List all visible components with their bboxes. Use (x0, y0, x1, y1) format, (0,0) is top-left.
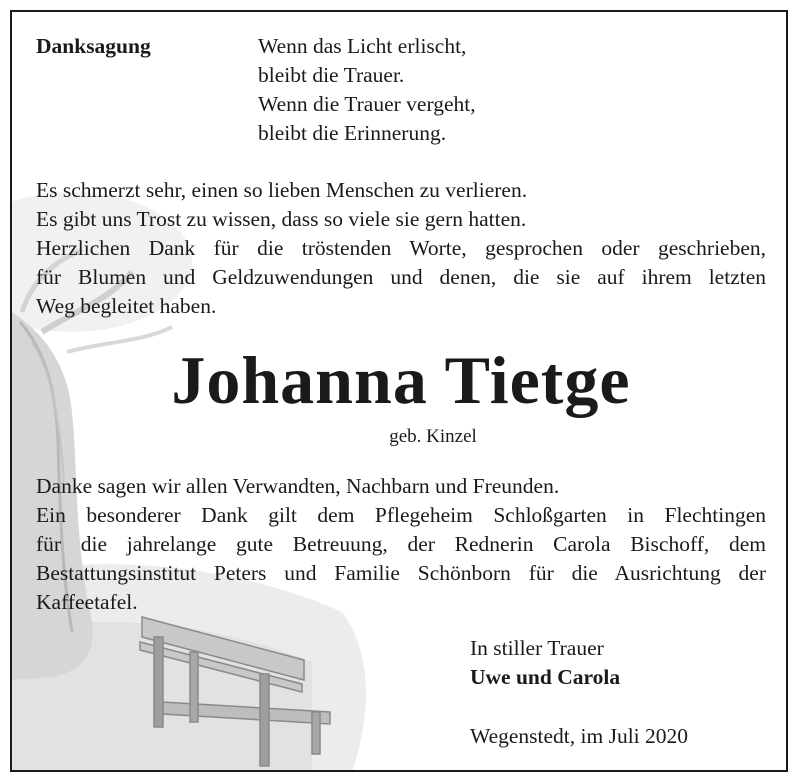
thanks-paragraph (36, 176, 766, 321)
signature-intro: In stiller Trauer (470, 636, 604, 660)
paragraph-line: Es gibt uns Trost zu wissen, dass so viele sie gern hatten. (36, 207, 527, 231)
obituary-card (10, 10, 788, 772)
maiden-name: geb. Kinzel (389, 426, 477, 447)
poem-line: Wenn die Trauer vergeht, (258, 92, 476, 116)
place-and-date: Wegenstedt, im Juli 2020 (470, 724, 689, 748)
poem (258, 32, 476, 148)
paragraph-line: Es schmerzt sehr, einen so lieben Menschen zu verlieren. (36, 178, 528, 202)
paragraph-line: Danke sagen wir allen Verwandten, Nachbarn und Freunden. (36, 474, 560, 498)
signature-names: Uwe und Carola (470, 665, 621, 689)
paragraph-line: für die jahrelange gute Betreuung, der Rednerin Carola Bischoff, dem (36, 532, 766, 556)
deceased-name: Johanna Tietge (171, 342, 631, 418)
paragraph-line: Ein besonderer Dank gilt dem Pflegeheim Schloßgarten in Flechtingen (36, 503, 766, 527)
poem-line: bleibt die Erinnerung. (258, 121, 447, 145)
acknowledgement-paragraph (36, 472, 766, 617)
poem-line: bleibt die Trauer. (258, 63, 405, 87)
paragraph-line: Weg begleitet haben. (36, 294, 217, 318)
signature-block (470, 634, 620, 692)
paragraph-line: Herzlichen Dank für die tröstenden Worte, gesprochen oder geschrieben, (36, 236, 766, 260)
paragraph-line: Kaffeetafel. (36, 590, 138, 614)
heading-danksagung: Danksagung (36, 34, 151, 58)
paragraph-line: Bestattungsinstitut Peters und Familie Schönborn für die Ausrichtung der (36, 561, 766, 585)
paragraph-line: für Blumen und Geldzuwendungen und denen, die sie auf ihrem letzten (36, 265, 766, 289)
poem-line: Wenn das Licht erlischt, (258, 34, 467, 58)
